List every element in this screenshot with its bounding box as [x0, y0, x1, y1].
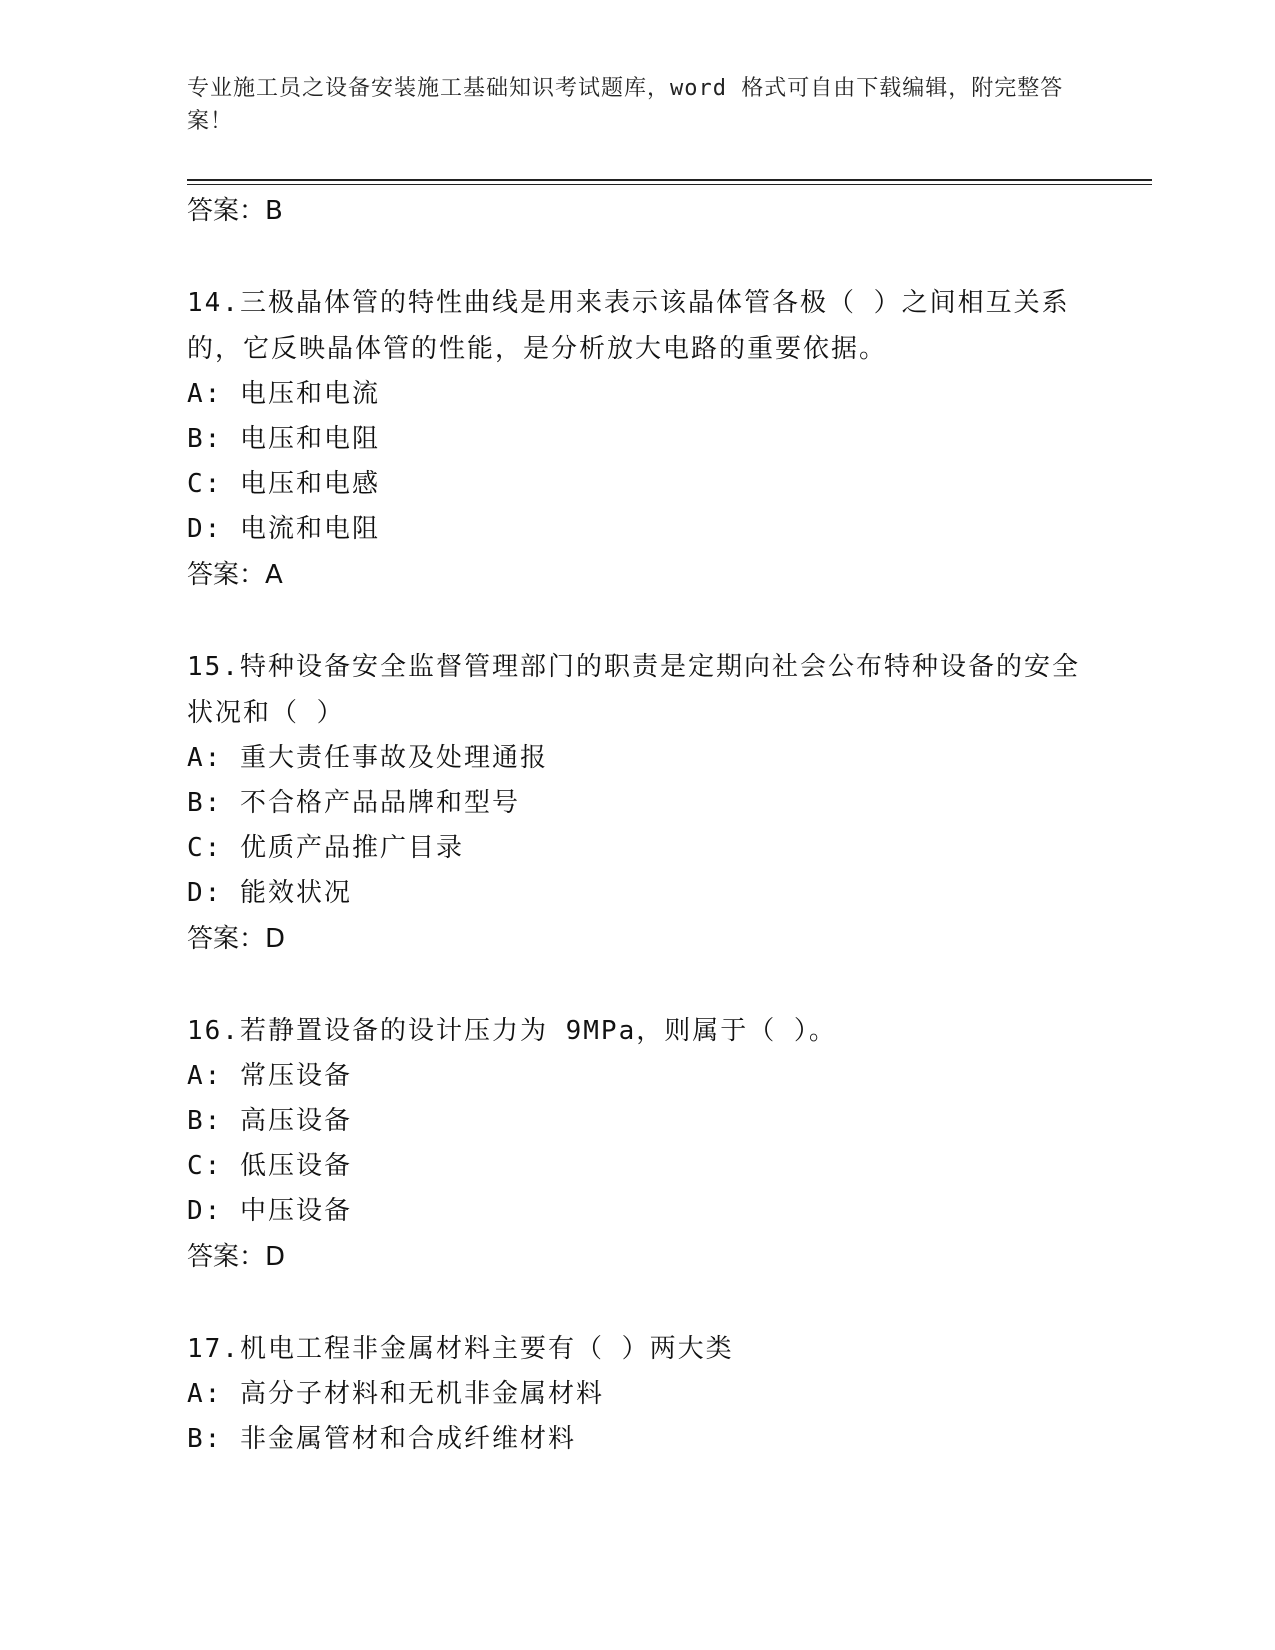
option-a: A: 高分子材料和无机非金属材料 [187, 1379, 604, 1409]
option-d: D: 电流和电阻 [187, 514, 380, 544]
answer-label: 答案：D [187, 1242, 286, 1272]
question-14 [187, 280, 1087, 598]
question-list [187, 188, 1087, 1462]
question-17 [187, 1326, 1087, 1462]
option-c: C: 电压和电感 [187, 469, 380, 499]
answer-label: 答案：D [187, 924, 286, 954]
option-a: A: 重大责任事故及处理通报 [187, 743, 548, 773]
option-b: B: 非金属管材和合成纤维材料 [187, 1424, 576, 1454]
question-text: 15.特种设备安全监督管理部门的职责是定期向社会公布特种设备的安全状况和（ ） [187, 652, 1080, 728]
option-a: A: 常压设备 [187, 1061, 352, 1091]
option-d: D: 能效状况 [187, 878, 352, 908]
question-text: 14.三极晶体管的特性曲线是用来表示该晶体管各极（ ）之间相互关系的，它反映晶体管的性能，是分析放大电路的重要依据。 [187, 288, 1070, 364]
header-divider-thick [187, 179, 1152, 181]
option-b: B: 高压设备 [187, 1106, 352, 1136]
question-16 [187, 1008, 1087, 1280]
option-c: C: 低压设备 [187, 1151, 352, 1181]
option-a: A: 电压和电流 [187, 379, 380, 409]
page-header: 专业施工员之设备安装施工基础知识考试题库，word 格式可自由下载编辑，附完整答案！ [187, 76, 1064, 134]
question-text: 16.若静置设备的设计压力为 9MPa，则属于（ ）。 [187, 1016, 837, 1046]
option-b: B: 电压和电阻 [187, 424, 380, 454]
question-15 [187, 644, 1087, 962]
question-text: 17.机电工程非金属材料主要有（ ）两大类 [187, 1334, 734, 1364]
header-divider-thin [187, 184, 1152, 185]
answer-label: 答案：B [187, 196, 283, 226]
option-c: C: 优质产品推广目录 [187, 833, 464, 863]
answer-label: 答案：A [187, 560, 283, 590]
option-d: D: 中压设备 [187, 1196, 352, 1226]
option-b: B: 不合格产品品牌和型号 [187, 788, 520, 818]
